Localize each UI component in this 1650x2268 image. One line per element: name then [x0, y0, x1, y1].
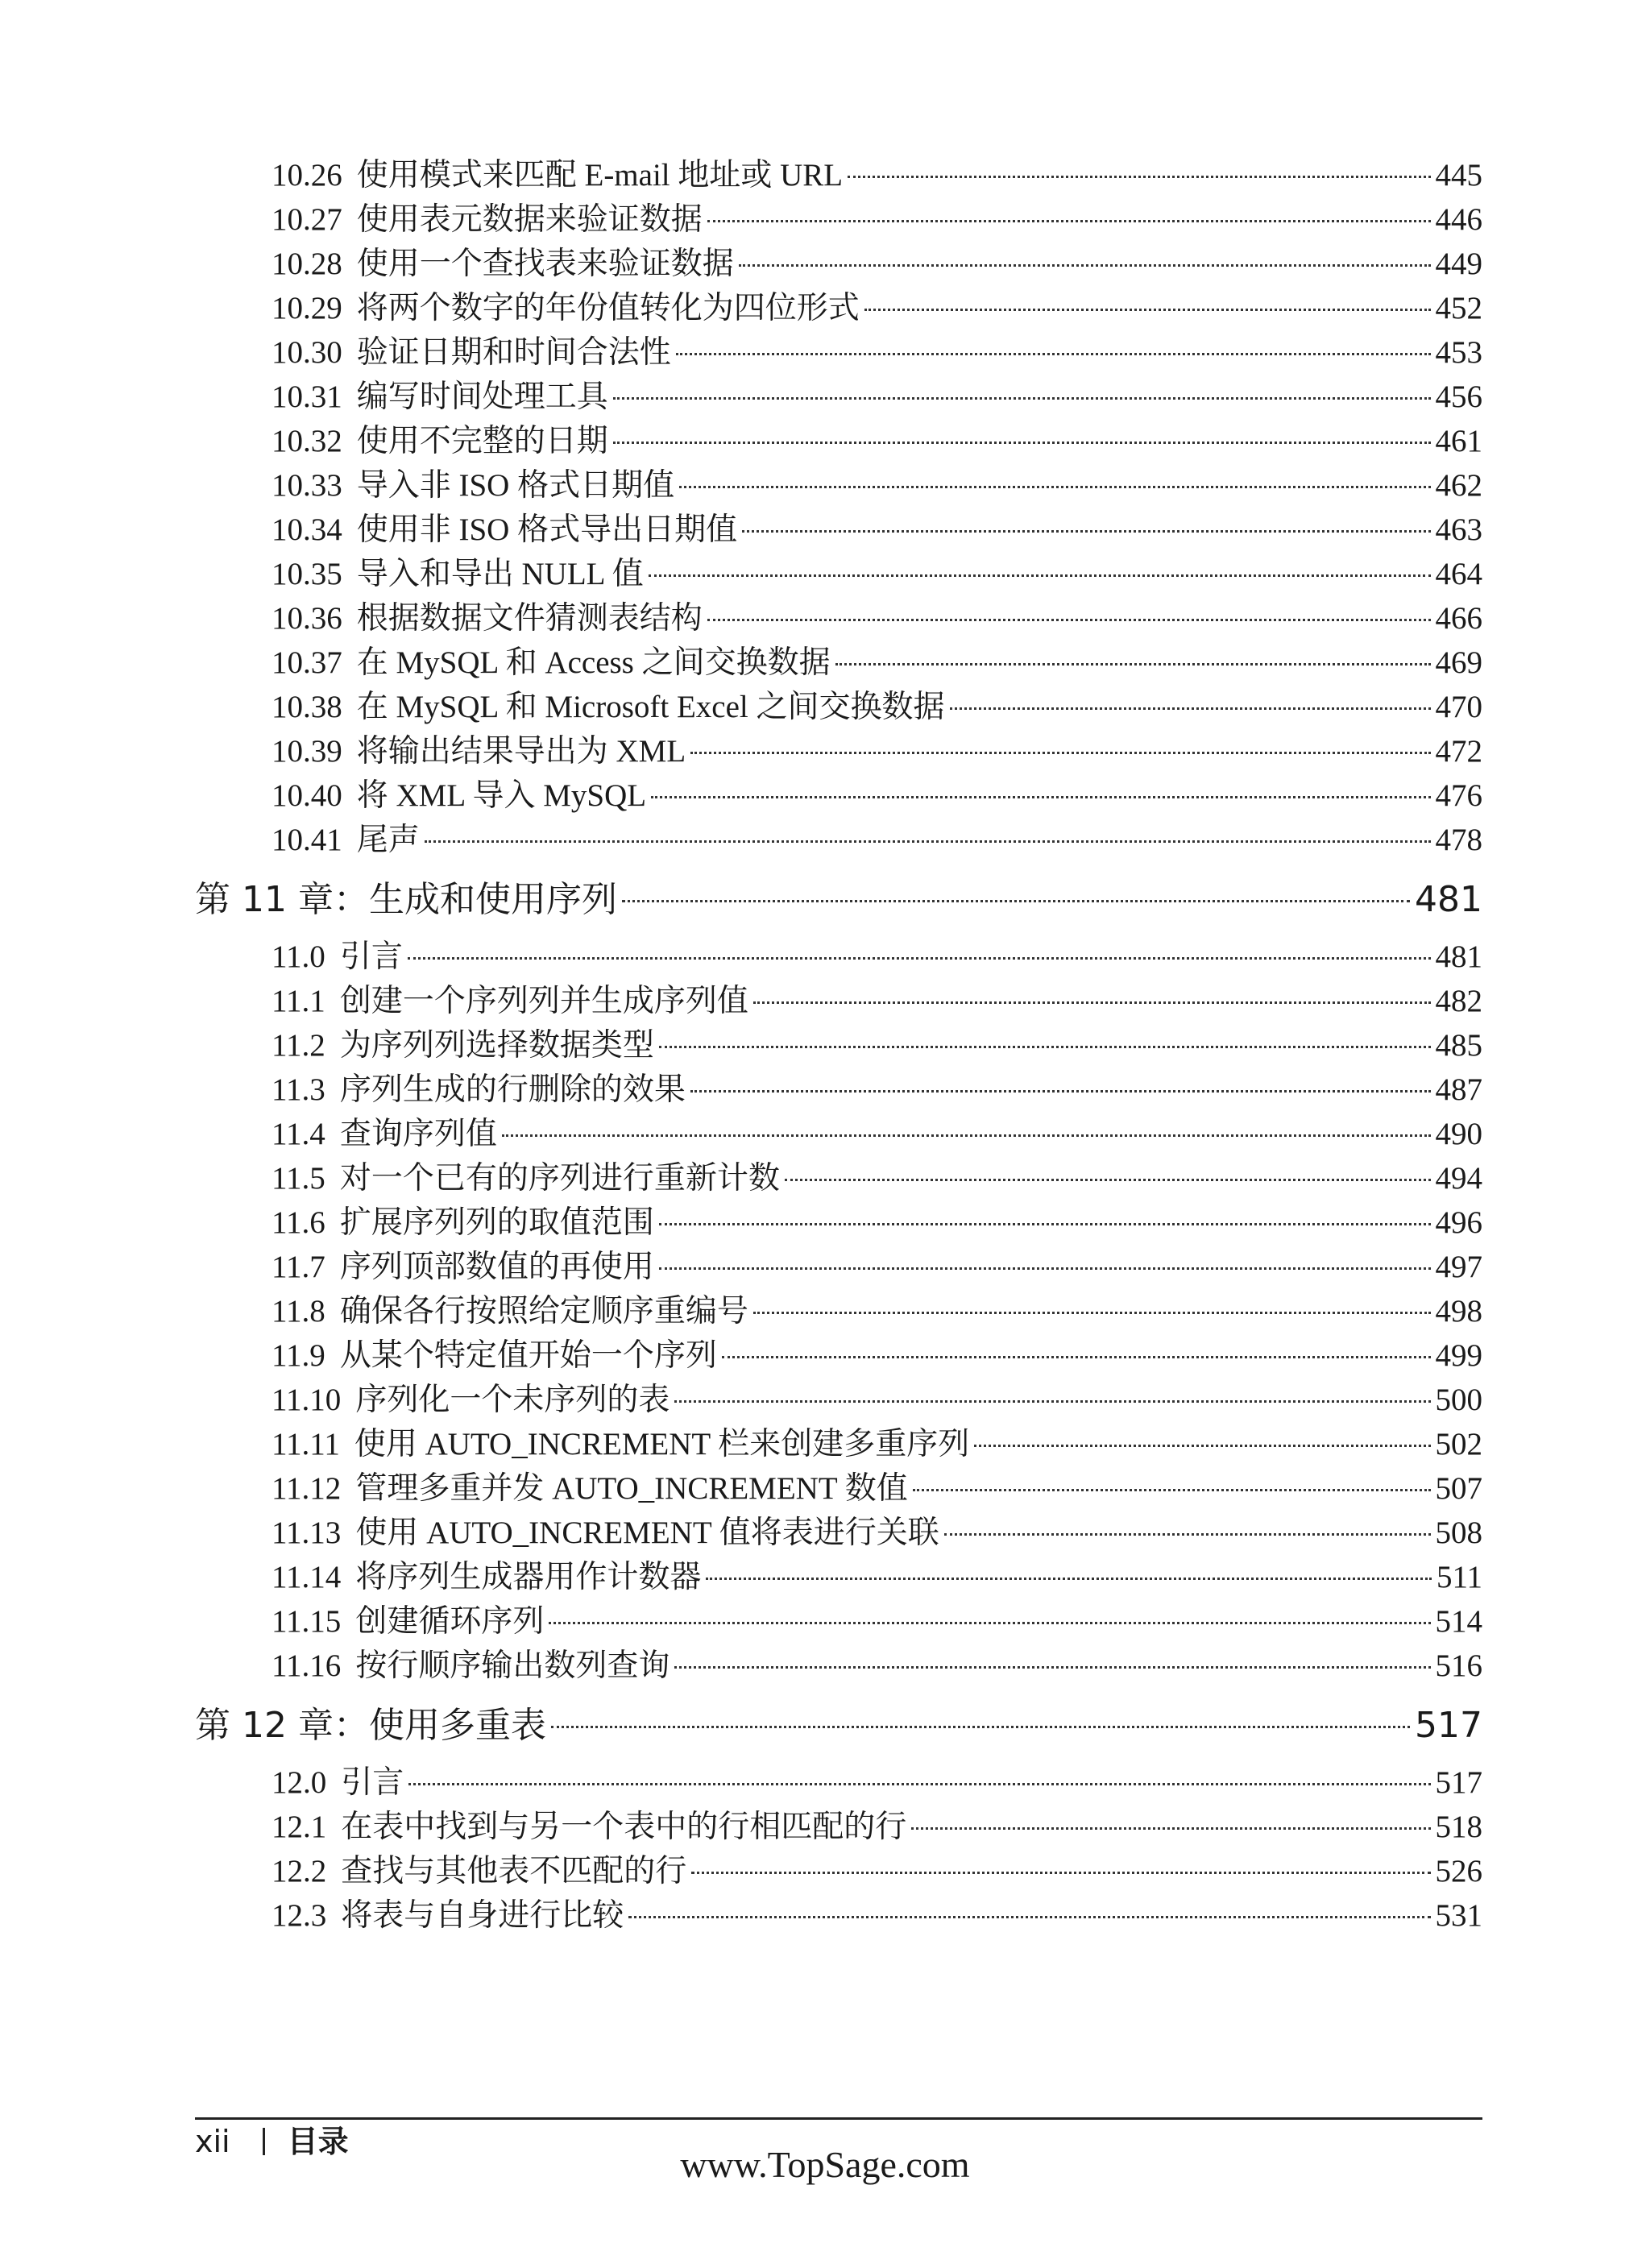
toc-entry-number: 11.14: [272, 1560, 342, 1594]
toc-entry-page: 497: [1435, 1250, 1482, 1284]
toc-entry-title: 引言: [339, 939, 403, 974]
toc-entry-page: 494: [1435, 1161, 1482, 1196]
toc-section-entry: [195, 1200, 1482, 1245]
toc-entry-page: 526: [1435, 1854, 1482, 1889]
toc-entry-number: 10.27: [272, 202, 342, 237]
toc-entry-title: 序列生成的行删除的效果: [339, 1072, 686, 1107]
toc-entry-title: 在 MySQL 和 Access 之间交换数据: [356, 645, 831, 680]
toc-section-entry: [195, 1849, 1482, 1893]
toc-entry-page: 445: [1435, 158, 1482, 193]
toc-entry-number: 11.7: [272, 1250, 325, 1284]
toc-section-entry: [195, 463, 1482, 508]
footer-page-number: xii: [195, 2124, 230, 2159]
toc-leader-dots: [613, 397, 1431, 400]
toc-entry-page: 452: [1435, 291, 1482, 325]
toc-entry-title: 序列化一个未序列的表: [355, 1383, 670, 1417]
toc-entry-title: 将 XML 导入 MySQL: [356, 778, 647, 813]
toc-entry-title: 扩展序列列的取值范围: [339, 1205, 654, 1240]
toc-entry-number: 11.1: [272, 984, 325, 1018]
toc-section-entry: [195, 1511, 1482, 1555]
toc-section-entry: [195, 153, 1482, 197]
toc-entry-page: 463: [1435, 512, 1482, 547]
toc-entry-title: 使用非 ISO 格式导出日期值: [356, 512, 738, 547]
toc-section-entry: [195, 1466, 1482, 1511]
toc-leader-dots: [753, 1312, 1431, 1314]
toc-entry-number: 10.30: [272, 335, 342, 370]
toc-section-entry: [195, 1805, 1482, 1849]
toc-section-entry: [195, 773, 1482, 818]
toc-leader-dots: [649, 574, 1431, 577]
toc-entry-title: 将序列生成器用作计数器: [355, 1560, 702, 1594]
toc-entry-page: 453: [1435, 335, 1482, 370]
toc-section-entry: [195, 1378, 1482, 1422]
toc-entry-title: 使用 AUTO_INCREMENT 值将表进行关联: [355, 1515, 939, 1550]
toc-entry-number: 第 11 章：: [195, 879, 369, 920]
toc-leader-dots: [408, 1783, 1430, 1785]
toc-entry-title: 引言: [341, 1765, 404, 1800]
toc-entry-number: 10.26: [272, 158, 342, 193]
toc-entry-title: 使用多重表: [368, 1705, 546, 1746]
toc-chapter-entry: [195, 1696, 1482, 1756]
toc-entry-title: 在表中找到与另一个表中的行相匹配的行: [341, 1810, 907, 1844]
toc-entry-page: 517: [1435, 1765, 1482, 1800]
toc-section-entry: [195, 1893, 1482, 1938]
toc-section-entry: [195, 1599, 1482, 1644]
toc-entry-page: 481: [1415, 879, 1482, 920]
toc-entry-number: 11.8: [272, 1294, 325, 1329]
toc-section-entry: [195, 1023, 1482, 1068]
toc-entry-title: 确保各行按照给定顺序重编号: [339, 1294, 748, 1329]
toc-entry-title: 使用表元数据来验证数据: [356, 202, 703, 237]
toc-entry-number: 12.3: [272, 1898, 327, 1933]
toc-entry-title: 将输出结果导出为 XML: [356, 734, 686, 769]
toc-leader-dots: [690, 1090, 1431, 1093]
footer-section-label: 目录: [287, 2124, 349, 2159]
toc-entry-page: 464: [1435, 557, 1482, 591]
toc-entry-page: 500: [1435, 1383, 1482, 1417]
toc-leader-dots: [551, 1726, 1410, 1728]
toc-entry-page: 518: [1435, 1810, 1482, 1844]
footer-rule: [195, 2117, 1482, 2120]
toc-entry-page: 481: [1435, 939, 1482, 974]
toc-section-entry: [195, 375, 1482, 419]
toc-entry-title: 生成和使用序列: [368, 879, 617, 920]
toc-leader-dots: [651, 796, 1430, 798]
toc-entry-title: 查找与其他表不匹配的行: [341, 1854, 687, 1889]
toc-entry-page: 487: [1435, 1072, 1482, 1107]
toc-entry-number: 10.40: [272, 778, 342, 813]
toc-leader-dots: [613, 442, 1431, 444]
toc-entry-page: 478: [1435, 823, 1482, 857]
toc-entry-title: 按行顺序输出数列查询: [355, 1648, 670, 1683]
toc-entry-page: 531: [1435, 1898, 1482, 1933]
toc-section-entry: [195, 979, 1482, 1023]
toc-entry-title: 序列顶部数值的再使用: [339, 1250, 654, 1284]
toc-entry-title: 管理多重并发 AUTO_INCREMENT 数值: [355, 1471, 908, 1506]
toc-leader-dots: [676, 353, 1431, 355]
toc-leader-dots: [742, 530, 1430, 533]
toc-entry-page: 496: [1435, 1205, 1482, 1240]
toc-section-entry: [195, 729, 1482, 773]
toc-entry-number: 11.6: [272, 1205, 325, 1240]
toc-entry-page: 507: [1435, 1471, 1482, 1506]
toc-entry-title: 导入和导出 NULL 值: [356, 557, 644, 591]
toc-leader-dots: [950, 707, 1431, 710]
toc-entry-title: 使用不完整的日期: [356, 424, 608, 458]
toc-entry-title: 使用一个查找表来验证数据: [356, 247, 734, 281]
toc-entry-page: 485: [1435, 1028, 1482, 1063]
toc-leader-dots: [425, 840, 1431, 843]
toc-leader-dots: [911, 1827, 1430, 1830]
toc-entry-number: 11.3: [272, 1072, 325, 1107]
toc-entry-number: 11.9: [272, 1338, 325, 1373]
toc-leader-dots: [707, 619, 1431, 621]
toc-entry-title: 编写时间处理工具: [356, 379, 608, 414]
toc-entry-number: 10.36: [272, 601, 342, 636]
toc-entry-number: 10.32: [272, 424, 342, 458]
toc-leader-dots: [785, 1179, 1431, 1181]
toc-section-entry: [195, 1422, 1482, 1466]
toc-section-entry: [195, 685, 1482, 729]
toc-leader-dots: [502, 1134, 1431, 1137]
toc-section-entry: [195, 197, 1482, 242]
toc-entry-page: 502: [1435, 1427, 1482, 1462]
toc-entry-title: 使用模式来匹配 E-mail 地址或 URL: [356, 158, 844, 193]
toc-entry-number: 12.0: [272, 1765, 327, 1800]
toc-entry-number: 11.0: [272, 939, 325, 974]
toc-entry-page: 482: [1435, 984, 1482, 1018]
toc-entry-number: 11.13: [272, 1515, 342, 1550]
toc-entry-number: 11.4: [272, 1117, 325, 1151]
toc-entry-page: 470: [1435, 690, 1482, 724]
toc-entry-page: 462: [1435, 468, 1482, 503]
toc-entry-number: 11.5: [272, 1161, 325, 1196]
toc-section-entry: [195, 935, 1482, 979]
toc-leader-dots: [722, 1356, 1431, 1358]
toc-entry-title: 尾声: [356, 823, 420, 857]
website-watermark: www.TopSage.com: [680, 2144, 970, 2185]
toc-section-entry: [195, 1156, 1482, 1200]
toc-entry-title: 查询序列值: [339, 1117, 497, 1151]
toc-leader-dots: [674, 1666, 1430, 1669]
toc-entry-number: 12.1: [272, 1810, 327, 1844]
toc-section-entry: [195, 1555, 1482, 1599]
toc-entry-number: 10.35: [272, 557, 342, 591]
toc-entry-number: 11.12: [272, 1471, 342, 1506]
toc-entry-page: 499: [1435, 1338, 1482, 1373]
toc-entry-page: 490: [1435, 1117, 1482, 1151]
toc-section-entry: [195, 818, 1482, 862]
toc-entry-page: 449: [1435, 247, 1482, 281]
toc-entry-page: 472: [1435, 734, 1482, 769]
toc-section-entry: [195, 1760, 1482, 1805]
toc-entry-page: 516: [1435, 1648, 1482, 1683]
toc-entry-number: 11.15: [272, 1604, 342, 1639]
toc-leader-dots: [706, 1578, 1432, 1580]
toc-section-entry: [195, 1644, 1482, 1688]
toc-entry-number: 10.33: [272, 468, 342, 503]
toc-entry-number: 10.41: [272, 823, 342, 857]
toc-leader-dots: [739, 264, 1431, 267]
toc-entry-title: 导入非 ISO 格式日期值: [356, 468, 675, 503]
toc-section-entry: [195, 1333, 1482, 1378]
toc-entry-number: 11.11: [272, 1427, 340, 1462]
toc-leader-dots: [659, 1046, 1431, 1048]
toc-entry-number: 11.2: [272, 1028, 325, 1063]
toc-leader-dots: [659, 1267, 1431, 1270]
toc-leader-dots: [690, 752, 1430, 754]
toc-leader-dots: [659, 1223, 1431, 1225]
toc-entry-page: 469: [1435, 645, 1482, 680]
toc-section-entry: [195, 1068, 1482, 1112]
toc-entry-number: 11.16: [272, 1648, 342, 1683]
toc-entry-title: 将表与自身进行比较: [341, 1898, 624, 1933]
toc-leader-dots: [679, 486, 1430, 488]
toc-entry-title: 对一个已有的序列进行重新计数: [339, 1161, 780, 1196]
toc-entry-title: 从某个特定值开始一个序列: [339, 1338, 717, 1373]
toc-leader-dots: [549, 1622, 1430, 1624]
toc-section-entry: [195, 508, 1482, 552]
toc-entry-number: 10.38: [272, 690, 342, 724]
toc-entry-title: 验证日期和时间合法性: [356, 335, 671, 370]
toc-leader-dots: [622, 900, 1410, 902]
toc-entry-title: 根据数据文件猜测表结构: [356, 601, 703, 636]
toc-entry-page: 517: [1415, 1705, 1482, 1746]
toc-entry-page: 498: [1435, 1294, 1482, 1329]
toc-leader-dots: [753, 1001, 1431, 1004]
toc-leader-dots: [848, 176, 1430, 178]
toc-entry-number: 10.29: [272, 291, 342, 325]
toc-section-entry: [195, 242, 1482, 286]
toc-section-entry: [195, 419, 1482, 463]
toc-leader-dots: [628, 1916, 1430, 1918]
toc-section-entry: [195, 552, 1482, 596]
toc-entry-page: 456: [1435, 379, 1482, 414]
toc-section-entry: [195, 330, 1482, 375]
toc-entry-title: 为序列列选择数据类型: [339, 1028, 654, 1063]
toc-section-entry: [195, 1289, 1482, 1333]
toc-entry-number: 10.31: [272, 379, 342, 414]
toc-entry-page: 446: [1435, 202, 1482, 237]
toc-chapter-entry: [195, 870, 1482, 930]
toc-section-entry: [195, 596, 1482, 641]
toc-entry-number: 第 12 章：: [195, 1705, 369, 1746]
toc-entry-page: 466: [1435, 601, 1482, 636]
toc-entry-page: 508: [1435, 1515, 1482, 1550]
toc-entry-title: 创建一个序列列并生成序列值: [339, 984, 748, 1018]
toc-entry-page: 461: [1435, 424, 1482, 458]
toc-leader-dots: [674, 1400, 1430, 1403]
toc-leader-dots: [691, 1872, 1430, 1874]
toc-entry-number: 10.39: [272, 734, 342, 769]
toc-leader-dots: [707, 220, 1431, 222]
toc-entry-page: 511: [1436, 1560, 1482, 1594]
toc-entry-title: 将两个数字的年份值转化为四位形式: [356, 291, 860, 325]
toc-leader-dots: [974, 1445, 1430, 1447]
toc-entry-number: 11.10: [272, 1383, 342, 1417]
toc-section-entry: [195, 1112, 1482, 1156]
toc-entry-number: 10.37: [272, 645, 342, 680]
toc-entry-number: 10.34: [272, 512, 342, 547]
toc-entry-title: 使用 AUTO_INCREMENT 栏来创建多重序列: [354, 1427, 970, 1462]
toc-leader-dots: [408, 957, 1431, 960]
toc-section-entry: [195, 1245, 1482, 1289]
toc-leader-dots: [913, 1489, 1431, 1491]
toc-section-entry: [195, 286, 1482, 330]
toc-entry-page: 476: [1435, 778, 1482, 813]
toc-leader-dots: [835, 663, 1431, 665]
toc-entry-number: 12.2: [272, 1854, 327, 1889]
toc-leader-dots: [944, 1533, 1431, 1536]
toc-section-entry: [195, 641, 1482, 685]
toc-entry-page: 514: [1435, 1604, 1482, 1639]
toc-entry-title: 在 MySQL 和 Microsoft Excel 之间交换数据: [356, 690, 945, 724]
toc-entry-title: 创建循环序列: [355, 1604, 545, 1639]
toc-entry-number: 10.28: [272, 247, 342, 281]
table-of-contents: [195, 153, 1482, 1938]
toc-leader-dots: [864, 309, 1431, 311]
